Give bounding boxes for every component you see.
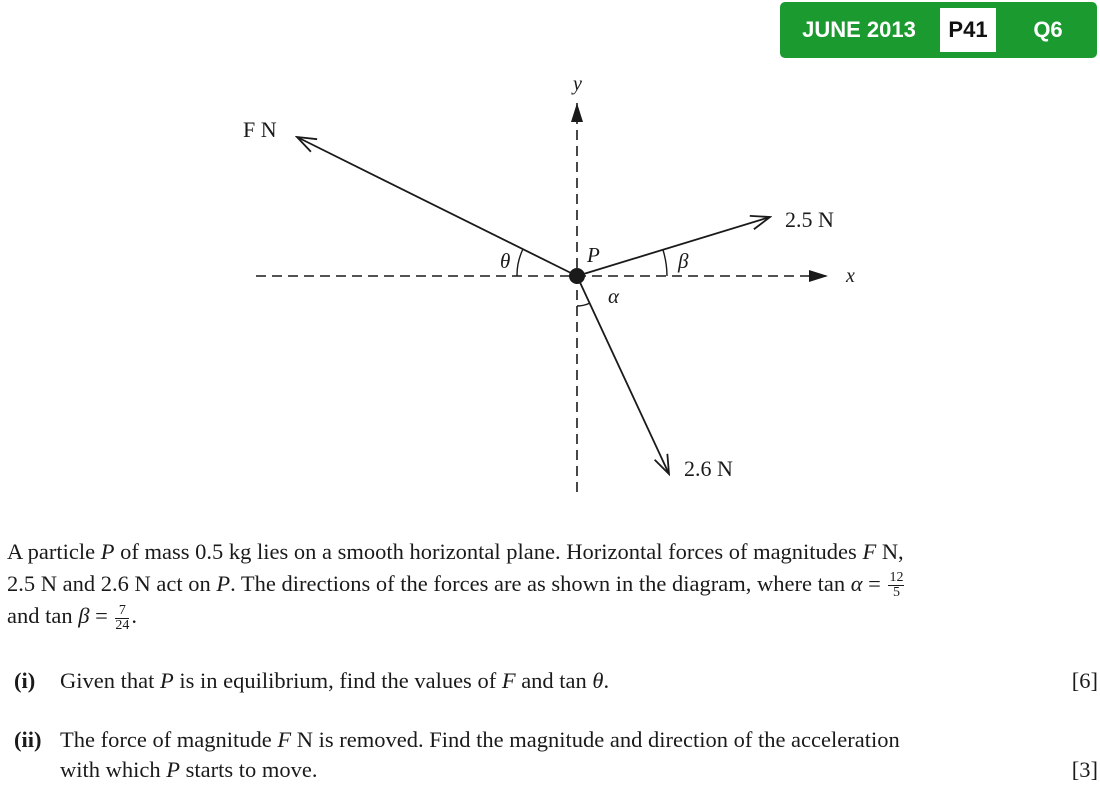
stem-text: A particle xyxy=(7,539,101,564)
var-P: P xyxy=(216,571,231,596)
equals: = xyxy=(89,603,114,629)
var-F: F xyxy=(277,727,292,752)
beta-arc xyxy=(663,250,667,276)
var-F: F xyxy=(862,539,877,564)
part-text-seg: N is removed. Find the magnitude and direction of the acceleration xyxy=(291,727,900,752)
stem-text: 2.5 N and 2.6 N act on xyxy=(7,571,217,596)
part-text-seg: Given that xyxy=(60,668,160,693)
alpha-label: α xyxy=(608,284,620,308)
x-axis-label: x xyxy=(846,265,855,287)
part-text xyxy=(60,666,1098,696)
fraction-numerator: 7 xyxy=(115,604,129,619)
part-marks: [6] xyxy=(1071,668,1098,693)
force-2.6-label: 2.6 N xyxy=(684,456,733,481)
var-beta: β xyxy=(78,603,90,629)
stem-text: . xyxy=(131,603,138,629)
part-text-seg: with which xyxy=(60,757,167,782)
question-stem xyxy=(7,536,1097,633)
equals: = xyxy=(862,571,887,596)
force-2.5-label: 2.5 N xyxy=(785,207,834,232)
question-number: Q6 xyxy=(1033,17,1063,42)
stem-line-2 xyxy=(7,568,1097,600)
alpha-arc xyxy=(577,303,590,306)
var-F: F xyxy=(501,668,516,693)
theta-arc xyxy=(517,249,523,276)
fraction-denominator: 5 xyxy=(892,585,900,601)
force-F-text: F N xyxy=(243,117,277,142)
force-diagram xyxy=(0,60,1100,510)
exam-date: JUNE 2013 xyxy=(802,17,916,42)
particle-label: P xyxy=(587,243,600,267)
question-badge xyxy=(780,2,1097,58)
var-alpha: α xyxy=(850,571,863,596)
var-P: P xyxy=(159,668,174,693)
stem-line-3 xyxy=(7,600,1097,632)
part-text-seg: and tan xyxy=(515,668,593,693)
tan-beta-fraction xyxy=(115,604,129,633)
stem-text: of mass 0.5 kg lies on a smooth horizontal plane. Horizontal forces of magnitudes xyxy=(114,539,863,564)
var-P: P xyxy=(166,757,180,782)
force-2.5-vector xyxy=(577,217,770,276)
theta-label: θ xyxy=(500,249,511,273)
stem-text: . The directions of the forces are as shown in the diagram, where tan xyxy=(230,571,851,596)
part-marks: [3] xyxy=(1071,757,1098,782)
question-part-i xyxy=(14,666,1098,696)
part-text-seg: is in equilibrium, find the values of xyxy=(173,668,502,693)
part-text-seg: starts to move. xyxy=(180,757,318,782)
force-F-label xyxy=(243,117,277,142)
y-axis-label: y xyxy=(573,73,582,95)
part-label: (i) xyxy=(14,668,36,693)
tan-alpha-fraction xyxy=(888,571,904,600)
particle-P xyxy=(569,268,585,284)
force-2.6-vector xyxy=(577,276,669,474)
stem-text: and tan xyxy=(7,603,79,629)
stem-line-1 xyxy=(7,536,1097,568)
force-F-vector xyxy=(297,137,577,276)
var-P: P xyxy=(100,539,115,564)
part-text-seg: The force of magnitude xyxy=(60,727,278,752)
question-part-ii xyxy=(14,725,1098,785)
var-theta: θ xyxy=(592,668,604,693)
beta-label: β xyxy=(678,249,689,273)
part-text xyxy=(60,725,1098,785)
fraction-numerator: 12 xyxy=(889,570,904,586)
part-line-2 xyxy=(60,755,1098,785)
part-label: (ii) xyxy=(14,727,42,752)
paper-code: P41 xyxy=(940,8,996,52)
part-line-1 xyxy=(60,725,1098,755)
fraction-denominator: 24 xyxy=(115,617,130,633)
part-text-seg: . xyxy=(603,668,610,693)
stem-text: N, xyxy=(876,539,904,564)
